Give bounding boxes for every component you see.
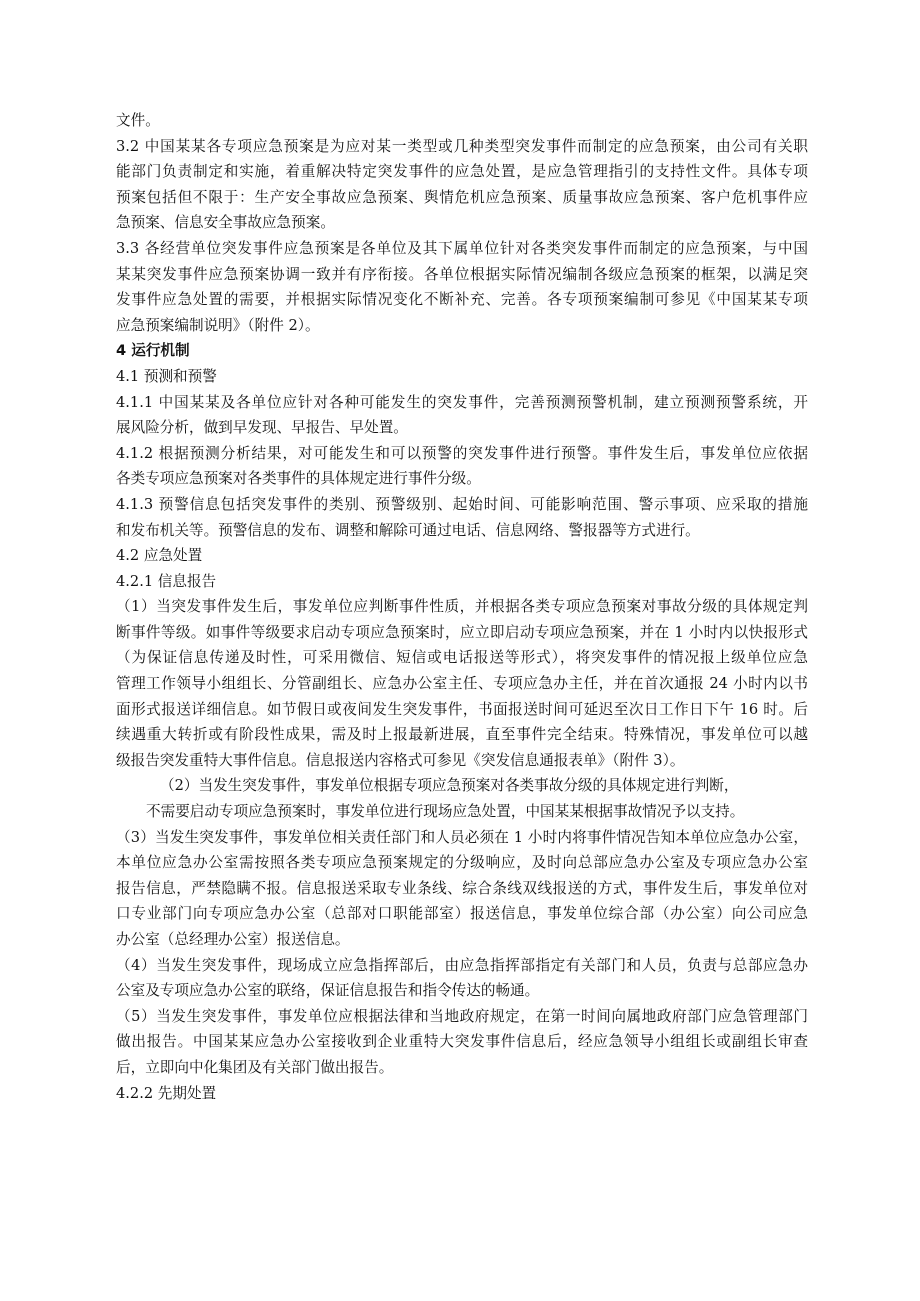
text-line: 预案包括但不限于：生产安全事故应急预案、舆情危机应急预案、质量事故应急预案、客户危机事件应 (116, 188, 808, 206)
text-line: 文件。 (116, 112, 160, 129)
text-line: （5）当发生突发事件，事发单位应根据法律和当地政府规定，在第一时间向属地政府部门应急管理部门 (116, 1007, 808, 1025)
text-line: 4.1.2 根据预测分析结果，对可能发生和可以预警的突发事件进行预警。事件发生后，事发单位应依据 (116, 444, 808, 462)
section-heading: 4 运行机制 (116, 342, 190, 360)
document-body (116, 108, 808, 1106)
subsection-heading: 4.2 应急处置 (116, 547, 203, 565)
text-line: 后，立即向中化集团及有关部门做出报告。 (116, 1058, 394, 1076)
text-line: 能部门负责制定和实施，着重解决特定突发事件的应急处置，是应急管理指引的支持性文件。具体专项 (116, 163, 808, 181)
text-line: 急预案、信息安全事故应急预案。 (116, 214, 335, 232)
text-line: 各类专项应急预案对各类事件的具体规定进行事件分级。 (116, 470, 481, 488)
text-line: 断事件等级。如事件等级要求启动专项应急预案时，应立即启动专项应急预案，并在 1 小时内以快报形式 (116, 623, 808, 641)
text-line: 不需要启动专项应急预案时，事发单位进行现场应急处置，中国某某根据事故情况予以支持。 (146, 803, 745, 821)
text-line: 某某突发事件应急预案协调一致并有序衔接。各单位根据实际情况编制各级应急预案的框架，以满足突 (116, 265, 808, 283)
text-line: 4.1.1 中国某某及各单位应针对各种可能发生的突发事件，完善预测预警机制，建立预测预警系统，开 (116, 393, 808, 411)
text-line: （为保证信息传递及时性，可采用微信、短信或电话报送等形式），将突发事件的情况报上级单位应急 (116, 649, 808, 667)
text-line: 3.3 各经营单位突发事件应急预案是各单位及其下属单位针对各类突发事件而制定的应急预案，与中国 (116, 239, 808, 257)
text-line: 4.1.3 预警信息包括突发事件的类别、预警级别、起始时间、可能影响范围、警示事项、应采取的措施 (116, 495, 808, 513)
text-line: 本单位应急办公室需按照各类专项应急预案规定的分级响应，及时向总部应急办公室及专项应急办公室 (116, 854, 808, 872)
subsection-heading: 4.2.1 信息报告 (116, 572, 217, 590)
text-line: （1）当突发事件发生后，事发单位应判断事件性质，并根据各类专项应急预案对事故分级的具体规定判 (116, 598, 808, 616)
text-line: 报告信息，严禁隐瞒不报。信息报送采取专业条线、综合条线双线报送的方式，事件发生后，事发单位对 (116, 879, 808, 897)
text-line: 办公室（总经理办公室）报送信息。 (116, 931, 350, 948)
text-line: 口专业部门向专项应急办公室（总部对口职能部室）报送信息，事发单位综合部（办公室）向公司应急 (116, 905, 808, 923)
text-line: 应急预案编制说明》（附件 2）。 (116, 316, 320, 334)
text-line: （3）当发生突发事件，事发单位相关责任部门和人员必须在 1 小时内将事件情况告知本单位应急办公室， (116, 828, 808, 846)
text-line: （2）当发生突发事件，事发单位根据专项应急预案对各类事故分级的具体规定进行判断， (160, 777, 739, 795)
text-line: 续遇重大转折或有阶段性成果，需及时上报最新进展，直至事件完全结束。特殊情况，事发单位可以越 (116, 726, 808, 744)
text-line: 3.2 中国某某各专项应急预案是为应对某一类型或几种类型突发事件而制定的应急预案，由公司有关职 (116, 137, 808, 155)
text-line: 管理工作领导小组组长、分管副组长、应急办公室主任、专项应急办主任，并在首次通报 24 小时内以书 (116, 675, 808, 693)
subsection-heading: 4.1 预测和预警 (116, 367, 217, 385)
text-line: 发事件应急处置的需要，并根据实际情况变化不断补充、完善。各专项预案编制可参见《中国某某专项 (116, 291, 808, 309)
text-line: （4）当发生突发事件，现场成立应急指挥部后，由应急指挥部指定有关部门和人员，负责与总部应急办 (116, 956, 808, 974)
text-line: 和发布机关等。预警信息的发布、调整和解除可通过电话、信息网络、警报器等方式进行。 (116, 521, 700, 539)
text-line: 级报告突发重特大事件信息。信息报送内容格式可参见《突发信息通报表单》（附件 3）。 (116, 751, 685, 769)
subsection-heading: 4.2.2 先期处置 (116, 1084, 217, 1102)
text-line: 面形式报送详细信息。如节假日或夜间发生突发事件，书面报送时间可延迟至次日工作日下午 16 时。后 (116, 700, 808, 718)
text-line: 做出报告。中国某某应急办公室接收到企业重特大突发事件信息后，经应急领导小组组长或副组长审查 (116, 1033, 808, 1051)
text-line: 展风险分析，做到早发现、早报告、早处置。 (116, 419, 408, 437)
text-line: 公室及专项应急办公室的联络，保证信息报告和指令传达的畅通。 (116, 982, 540, 1000)
